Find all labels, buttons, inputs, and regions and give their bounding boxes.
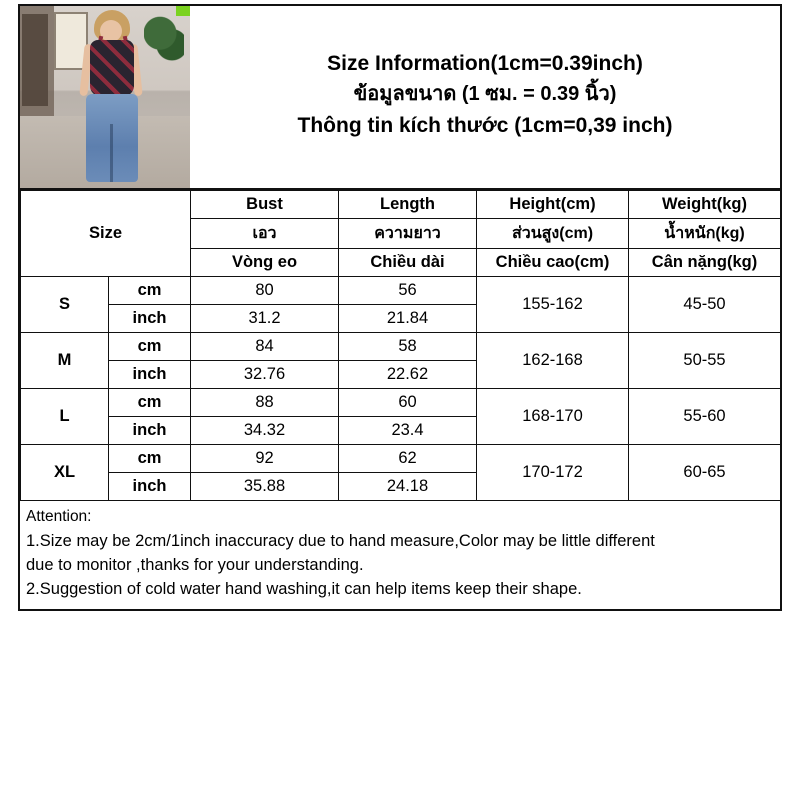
title-line-th: ข้อมูลขนาด (1 ซม. = 0.39 นิ้ว) bbox=[353, 82, 617, 105]
cell-length-cm-l: 60 bbox=[339, 389, 477, 417]
cell-bust-inch-xl: 35.88 bbox=[191, 473, 339, 501]
cell-length-inch-l: 23.4 bbox=[339, 417, 477, 445]
attention-heading: Attention: bbox=[26, 508, 92, 525]
header-length-th: ความยาว bbox=[339, 219, 477, 249]
chart-header bbox=[20, 6, 780, 190]
cell-length-inch-xl: 24.18 bbox=[339, 473, 477, 501]
cell-height-l: 168-170 bbox=[477, 389, 629, 445]
unit-cm: cm bbox=[109, 333, 191, 361]
photo-plant bbox=[144, 10, 184, 68]
cell-height-s: 155-162 bbox=[477, 277, 629, 333]
cell-bust-cm-xl: 92 bbox=[191, 445, 339, 473]
header-length-en: Length bbox=[339, 191, 477, 219]
unit-inch: inch bbox=[109, 361, 191, 389]
cell-height-m: 162-168 bbox=[477, 333, 629, 389]
photo-model bbox=[72, 10, 150, 186]
header-bust-th: เอว bbox=[191, 219, 339, 249]
model-jeans bbox=[86, 94, 138, 182]
unit-inch: inch bbox=[109, 417, 191, 445]
row-size-l: L bbox=[21, 389, 109, 445]
cell-length-inch-m: 22.62 bbox=[339, 361, 477, 389]
header-height-en: Height(cm) bbox=[477, 191, 629, 219]
cell-bust-cm-l: 88 bbox=[191, 389, 339, 417]
row-size-xl: XL bbox=[21, 445, 109, 501]
floral-camisole bbox=[90, 40, 134, 96]
title-block bbox=[190, 6, 780, 188]
header-bust-en: Bust bbox=[191, 191, 339, 219]
cell-length-inch-s: 21.84 bbox=[339, 305, 477, 333]
cell-bust-inch-s: 31.2 bbox=[191, 305, 339, 333]
cell-height-xl: 170-172 bbox=[477, 445, 629, 501]
table-row bbox=[21, 277, 781, 305]
cell-length-cm-xl: 62 bbox=[339, 445, 477, 473]
unit-cm: cm bbox=[109, 389, 191, 417]
header-height-vi: Chiều cao(cm) bbox=[477, 249, 629, 277]
table-row bbox=[21, 389, 781, 417]
row-size-s: S bbox=[21, 277, 109, 333]
cell-weight-m: 50-55 bbox=[629, 333, 781, 389]
unit-inch: inch bbox=[109, 473, 191, 501]
photo-green-marker bbox=[176, 6, 190, 16]
unit-cm: cm bbox=[109, 277, 191, 305]
cell-bust-inch-l: 34.32 bbox=[191, 417, 339, 445]
cell-bust-cm-s: 80 bbox=[191, 277, 339, 305]
attention-line-3: 2.Suggestion of cold water hand washing,it can help items keep their shape. bbox=[26, 580, 582, 598]
cell-length-cm-s: 56 bbox=[339, 277, 477, 305]
table-row bbox=[21, 333, 781, 361]
cell-weight-s: 45-50 bbox=[629, 277, 781, 333]
attention-block bbox=[20, 501, 780, 609]
model-face bbox=[100, 20, 122, 42]
cell-bust-cm-m: 84 bbox=[191, 333, 339, 361]
header-weight-en: Weight(kg) bbox=[629, 191, 781, 219]
header-length-vi: Chiều dài bbox=[339, 249, 477, 277]
row-size-m: M bbox=[21, 333, 109, 389]
header-weight-vi: Cân nặng(kg) bbox=[629, 249, 781, 277]
header-size-label: Size bbox=[21, 191, 191, 277]
photo-door bbox=[22, 14, 48, 106]
header-weight-th: น้ำหนัก(kg) bbox=[629, 219, 781, 249]
size-table bbox=[20, 190, 781, 501]
attention-line-1: 1.Size may be 2cm/1inch inaccuracy due to hand measure,Color may be little different bbox=[26, 532, 655, 550]
product-photo bbox=[20, 6, 190, 188]
cell-weight-l: 55-60 bbox=[629, 389, 781, 445]
unit-cm: cm bbox=[109, 445, 191, 473]
title-line-vi: Thông tin kích thước (1cm=0,39 inch) bbox=[297, 113, 673, 137]
header-height-th: ส่วนสูง(cm) bbox=[477, 219, 629, 249]
cell-weight-xl: 60-65 bbox=[629, 445, 781, 501]
attention-line-2: due to monitor ,thanks for your understanding. bbox=[26, 556, 364, 574]
title-line-en: Size Information(1cm=0.39inch) bbox=[327, 51, 643, 75]
cell-bust-inch-m: 32.76 bbox=[191, 361, 339, 389]
unit-inch: inch bbox=[109, 305, 191, 333]
header-bust-vi: Vòng eo bbox=[191, 249, 339, 277]
cell-length-cm-m: 58 bbox=[339, 333, 477, 361]
size-chart-sheet bbox=[18, 4, 782, 611]
table-row bbox=[21, 445, 781, 473]
table-header-row-en bbox=[21, 191, 781, 219]
